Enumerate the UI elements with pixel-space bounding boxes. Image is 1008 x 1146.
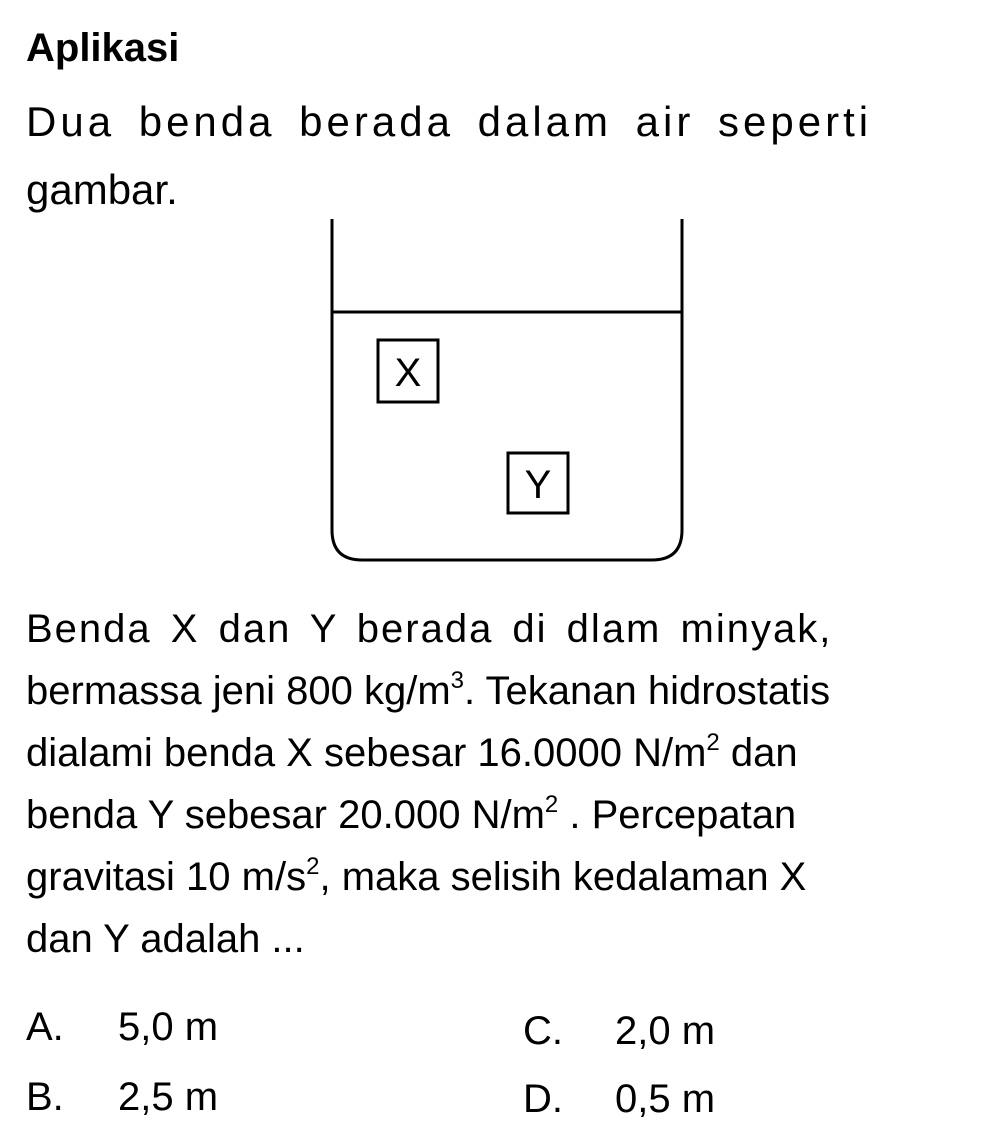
option-d[interactable] (523, 1077, 715, 1122)
option-b-letter: B. (26, 1075, 64, 1119)
option-d-value: 0,5 m (615, 1077, 716, 1121)
problem-line-4: benda Y sebesar 20.000 $N/m^2$ . Percepatan (26, 791, 797, 837)
container-figure (300, 215, 720, 580)
option-c-value: 2,0 m (615, 1009, 716, 1053)
section-heading: Aplikasi (26, 26, 180, 70)
problem-line-6: dan Y adalah ... (26, 917, 305, 961)
option-d-letter: D. (523, 1077, 563, 1121)
option-a-letter: A. (26, 1005, 64, 1049)
intro-line-1: Dua benda berada dalam air seperti (26, 98, 873, 145)
option-b-value: 2,5 m (118, 1075, 219, 1119)
option-a[interactable] (26, 1005, 218, 1050)
problem-line-1: Benda X dan Y berada di dlam minyak, (26, 607, 833, 651)
problem-text (26, 598, 991, 970)
object-y-label: Y (524, 463, 552, 507)
option-c[interactable] (523, 1009, 715, 1054)
problem-line-2: bermassa jeni 800 $kg/m^3$. Tekanan hidrostatis (26, 667, 831, 713)
container-diagram (300, 215, 720, 575)
object-x-label: X (394, 351, 422, 395)
intro-text (26, 88, 986, 224)
option-a-value: 5,0 m (118, 1005, 219, 1049)
option-b[interactable] (26, 1075, 218, 1120)
option-c-letter: C. (523, 1009, 563, 1053)
problem-line-3: dialami benda X sebesar 16.0000 $N/m^2$ dan (26, 729, 798, 775)
intro-line-2: gambar. (26, 166, 178, 213)
problem-line-5: gravitasi 10 $m/s^2$, maka selisih kedalaman X (26, 853, 807, 899)
